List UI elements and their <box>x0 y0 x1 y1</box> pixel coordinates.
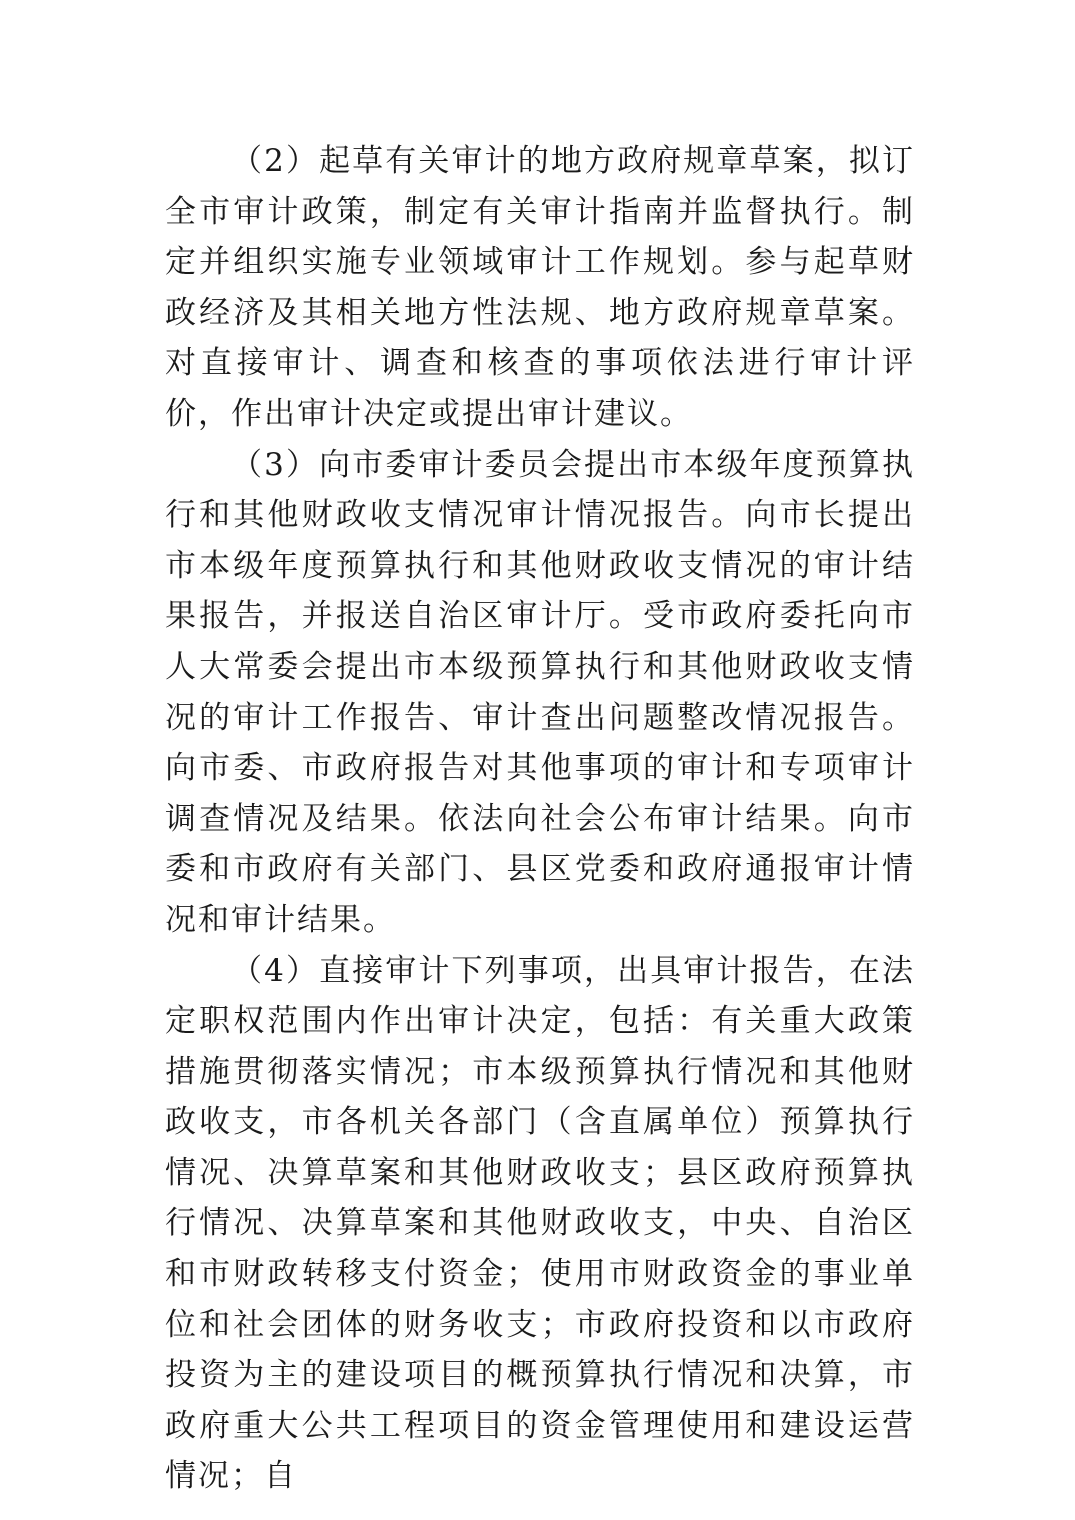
paragraph-item-2: （2）起草有关审计的地方政府规章草案，拟订全市审计政策，制定有关审计指南并监督执行。制定并组织实施专业领域审计工作规划。参与起草财政经济及其相关地方性法规、地方政府规章草案。对直接审计、调查和核查的事项依法进行审计评价，作出审计决定或提出审计建议。 <box>165 143 915 432</box>
document-body <box>165 136 915 1502</box>
paragraph-item-3: （3）向市委审计委员会提出市本级年度预算执行和其他财政收支情况审计情况报告。向市长提出市本级年度预算执行和其他财政收支情况的审计结果报告，并报送自治区审计厅。受市政府委托向市人大常委会提出市本级预算执行和其他财政收支情况的审计工作报告、审计查出问题整改情况报告。向市委、市政府报告对其他事项的审计和专项审计调查情况及结果。依法向社会公布审计结果。向市委和市政府有关部门、县区党委和政府通报审计情况和审计结果。 <box>165 446 915 938</box>
paragraph-item-4: （4）直接审计下列事项，出具审计报告，在法定职权范围内作出审计决定，包括：有关重大政策措施贯彻落实情况；市本级预算执行情况和其他财政收支，市各机关各部门（含直属单位）预算执行情况、决算草案和其他财政收支；县区政府预算执行情况、决算草案和其他财政收支，中央、自治区和市财政转移支付资金；使用市财政资金的事业单位和社会团体的财务收支；市政府投资和以市政府投资为主的建设项目的概预算执行情况和决算，市政府重大公共工程项目的资金管理使用和建设运营情况；自 <box>165 952 915 1495</box>
